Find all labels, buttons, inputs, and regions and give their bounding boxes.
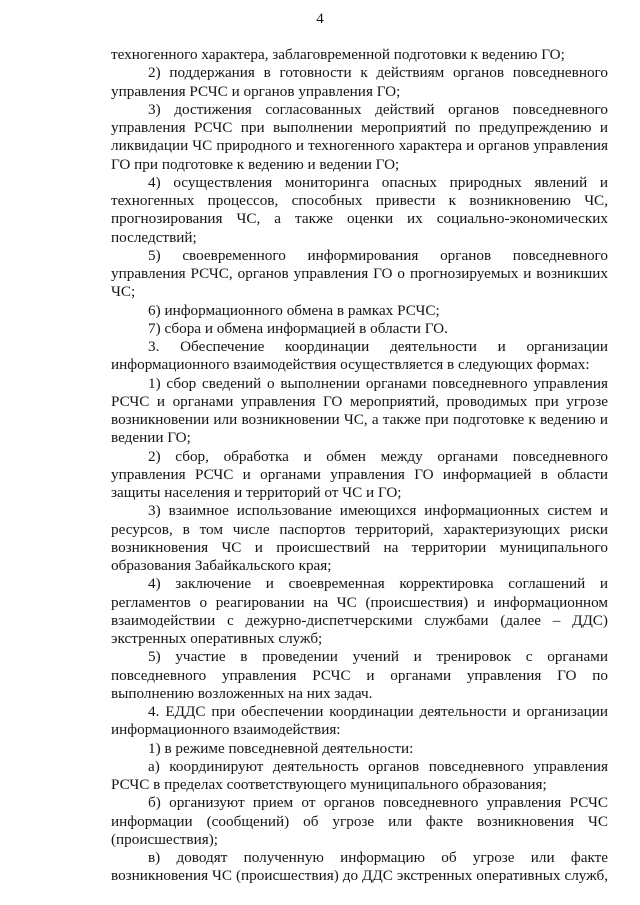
- document-body: [111, 46, 608, 886]
- page-number: 4: [316, 11, 324, 27]
- paragraph-section-3: 3. Обеспечение координации деятельности и организации информационного взаимодействия осуществляется в следующих формах:: [111, 338, 608, 374]
- paragraph-item-4: 4) осуществления мониторинга опасных природных явлений и техногенных процессов, способных привести к возникновению ЧС, прогнозирования ЧС, а также оценки их социально-экономических последствий;: [111, 173, 608, 246]
- paragraph-form-2: 2) сбор, обработка и обмен между органами повседневного управления РСЧС и органами управления ГО информацией в области защиты населения и территорий от ЧС и ГО;: [111, 447, 608, 501]
- paragraph-form-4: 4) заключение и своевременная корректировка соглашений и регламентов о реагировании на ЧС (происшествия) и информационном взаимодействии с дежурно-диспетчерскими службами (далее – ДДС) экстренных оперативных служб;: [111, 575, 608, 647]
- paragraph-sub-a: а) координируют деятельность органов повседневного управления РСЧС в пределах соответствующего муниципального образования;: [111, 757, 608, 793]
- paragraph-sub-b: б) организуют прием от органов повседневного управления РСЧС информации (сообщений) об угрозе или факте возникновения ЧС (происшествия);: [111, 794, 608, 848]
- paragraph-item-7: 7) сбора и обмена информацией в области ГО.: [148, 319, 448, 337]
- paragraph-sub-v: в) доводят полученную информацию об угрозе или факте возникновения ЧС (происшествия) до ДДС экстренных оперативных служб,: [111, 849, 608, 885]
- paragraph-item-5: 5) своевременного информирования органов повседневного управления РСЧС, органов управления ГО о прогнозируемых и возникших ЧС;: [111, 246, 608, 301]
- paragraph-section-4: 4. ЕДДС при обеспечении координации деятельности и организации информационного взаимодействия:: [111, 703, 608, 739]
- paragraph-continuation: техногенного характера, заблаговременной подготовки к ведению ГО;: [111, 46, 565, 63]
- paragraph-item-2: 2) поддержания в готовности к действиям органов повседневного управления РСЧС и органов управления ГО;: [111, 64, 608, 100]
- paragraph-form-1: 1) сбор сведений о выполнении органами повседневного управления РСЧС и органами управления ГО мероприятий, проводимых при угрозе возникновении или возникновении ЧС, а также при подготовке к ведению и ведении ГО;: [111, 374, 608, 447]
- paragraph-item-3: 3) достижения согласованных действий органов повседневного управления РСЧС при выполнении мероприятий по предупреждению и ликвидации ЧС природного и техногенного характера и органов управления ГО при подготовке к ведению и ведении ГО;: [111, 100, 608, 173]
- paragraph-form-3: 3) взаимное использование имеющихся информационных систем и ресурсов, в том числе паспортов территорий, характеризующих риски возникновения ЧС и происшествий на территории муниципального образования Забайкальского края;: [111, 502, 608, 574]
- paragraph-mode-1: 1) в режиме повседневной деятельности:: [148, 739, 414, 757]
- paragraph-item-6: 6) информационного обмена в рамках РСЧС;: [148, 301, 440, 319]
- paragraph-form-5: 5) участие в проведении учений и тренировок с органами повседневного управления РСЧС и органами управления ГО по выполнению возложенных на них задач.: [111, 648, 608, 702]
